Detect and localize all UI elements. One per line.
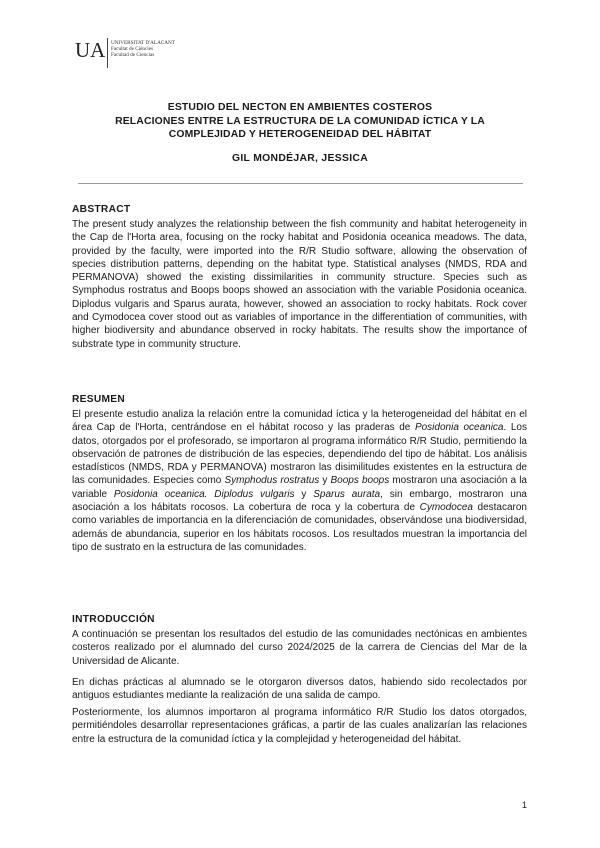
abstract-heading: ABSTRACT xyxy=(72,204,131,215)
logo-line-2: Facultat de Ciències xyxy=(111,46,154,53)
title-line-3: COMPLEJIDAD Y HETEROGENEIDAD DEL HÁBITAT xyxy=(168,129,432,141)
resumen-segment: , sin embargo, mostraron una asociación a los hábitats rocosos. La cobertura de roca y la cobertura de xyxy=(72,488,527,514)
university-logo xyxy=(75,36,179,70)
title-divider xyxy=(78,183,523,184)
resumen-species-name: Cymodocea xyxy=(419,502,473,514)
abstract-text: The present study analyzes the relationship between the fish community and habitat heterogeneity in the Cap de l'Horta area, focusing on the rocky habitat and Posidonia oceanica meadows. The data, provided by the faculty, were imported into the R/R Studio software, allowing the observation of species distribution patterns, depending on the habitat type. Statistical analyses (NMDS, RDA and PERMANOVA) showed the existing dissimilarities in community structure. Species such as Symphodus rostratus and Boops boops showed an association with the variable Posidonia oceanica. Diplodus vulgaris and Sparus aurata, however, showed an association to rocky habitats. Rock cover and Cymodocea cover stood out as variables of importance in the differentiation of communities, with higher biodiversity and abundance observed in rocky habitats. The results show the importance of substrate type in community structure. xyxy=(72,219,527,350)
resumen-species-name: Sparus aurata xyxy=(313,488,381,500)
resumen-species-name: Boops boops xyxy=(330,475,390,487)
introduccion-paragraph-1: A continuación se presentan los resultados del estudio de las comunidades nectónicas en ambientes costeros realizado por el alumnado del curso 2024/2025 de la carrera de Ciencias del Mar de la Universidad de Alicante. xyxy=(72,629,527,667)
title-line-1: ESTUDIO DEL NECTON EN AMBIENTES COSTEROS xyxy=(167,102,433,113)
resumen-segment: mostraron una asociación a la variable xyxy=(72,475,527,500)
paper-title xyxy=(60,101,540,142)
logo-line-3: Facultad de Ciencias xyxy=(111,52,155,59)
resumen-species-name: Posidonia oceanica xyxy=(414,422,504,434)
introduccion-paragraph-2: En dichas prácticas al alumnado se le otorgaron diversos datos, habiendo sido recolectados por antiguos estudiantes mediante la realización de una salida de campo. xyxy=(72,677,527,702)
resumen-species-name: Symphodus rostratus xyxy=(224,475,320,487)
logo-line-1: UNIVERSITAT D'ALACANT xyxy=(111,40,175,46)
title-line-2: RELACIONES ENTRE LA ESTRUCTURA DE LA COMUNIDAD ÍCTICA Y LA xyxy=(115,115,485,127)
page-number: 1 xyxy=(522,800,528,810)
resumen-segment: y xyxy=(294,488,314,500)
resumen-segment: El presente estudio analiza la relación entre la comunidad íctica y la heterogeneidad del hábitat en el área Cap de l'Horta, centrándose en el hábitat rocoso y las praderas de xyxy=(72,409,527,434)
resumen-segment: destacaron como variables de importancia en la diferenciación de comunidades, observándose una biodiversidad, además de abundancia, superior en los hábitats rocosos. Los resultados muestran la importancia del tipo de sustrato en la estructura de las comunidades. xyxy=(72,502,527,553)
resumen-segment: . Los datos, otorgados por el profesorado, se importaron al programa informático R/R Studio, permitiendo la observación de patrones de distribución de las especies, dependiendo del tipo de hábitat. Los análisis estadísticos (NMDS, RDA y PERMANOVA) mostraron las disimilitudes existentes en la estructura de las comunidades. Especies como xyxy=(72,422,527,487)
introduccion-heading: INTRODUCCIÓN xyxy=(72,614,155,625)
resumen-segment: y xyxy=(319,475,331,487)
logo-divider xyxy=(107,38,108,68)
logo-text xyxy=(111,40,175,59)
author-name: GIL MONDÉJAR, JESSICA xyxy=(231,153,368,164)
resumen-heading: RESUMEN xyxy=(72,394,126,405)
resumen-species-name: Posidonia oceanica. Diplodus vulgaris xyxy=(113,488,295,500)
introduccion-paragraph-3: Posteriormente, los alumnos importaron al programa informático R/R Studio los datos otorgados, permitiéndoles desarrollar representaciones gráficas, a partir de las cuales analizarían las relaciones entre la estructura de la comunidad íctica y la complejidad y heterogeneidad del hábitat. xyxy=(72,707,527,745)
resumen-text xyxy=(72,408,527,554)
logo-mark: UA xyxy=(75,38,106,62)
